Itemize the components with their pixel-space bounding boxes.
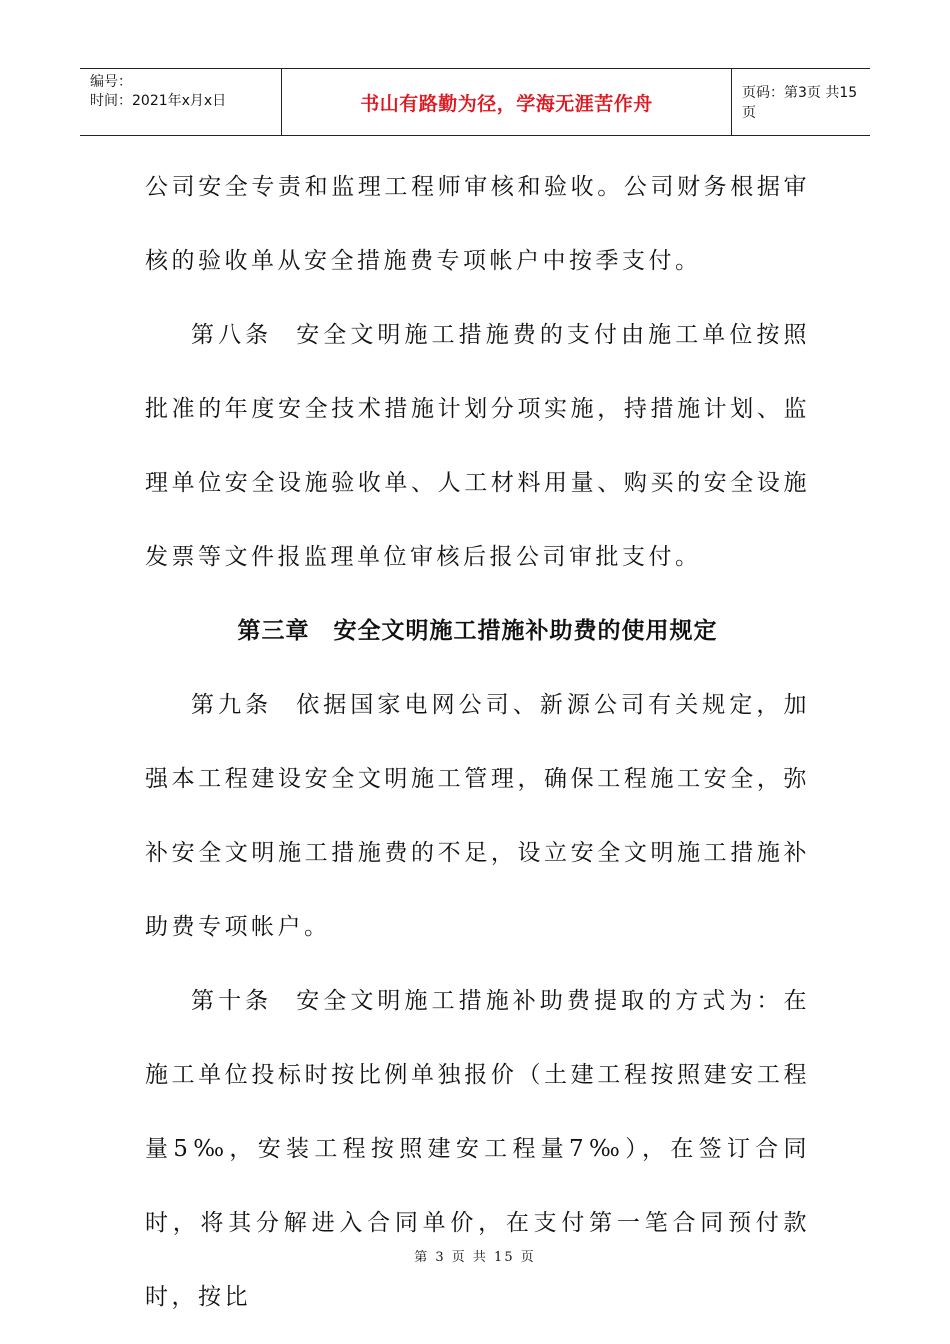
article-10-text: 安全文明施工措施补助费提取的方式为：在施工单位投标时按比例单独报价（土建工程按照建安工程量5‰，安装工程按照建安工程量7‰），在签订合同时，将其分解进入合同单价，在支付第一笔合同预付款时，按比 [145, 988, 811, 1310]
time-label: 时间：2021年x月x日 [90, 93, 227, 109]
page-footer [0, 1246, 950, 1265]
header-motto: 书山有路勤为径，学海无涯苦作舟 [360, 92, 653, 115]
paragraph-continued: 公司安全专责和监理工程师审核和验收。公司财务根据审核的验收单从安全措施费专项帐户中按季支付。 [145, 174, 810, 274]
header-motto-cell [282, 69, 732, 135]
article-10 [145, 964, 810, 1334]
article-9-text: 依据国家电网公司、新源公司有关规定，加强本工程建设安全文明施工管理，确保工程施工安全，弥补安全文明施工措施费的不足，设立安全文明施工措施补助费专项帐户。 [145, 692, 811, 940]
number-label: 编号： [90, 74, 132, 90]
footer-page-number: 第 3 页 共 15 页 [414, 1250, 536, 1265]
article-10-title: 第十条 [191, 988, 273, 1014]
article-8 [145, 298, 810, 594]
header-meta [80, 69, 282, 135]
page-header [80, 68, 870, 136]
header-page-info [732, 69, 870, 135]
article-9-title: 第九条 [191, 692, 273, 718]
chapter-3-heading: 第三章 安全文明施工措施补助费的使用规定 [237, 618, 718, 644]
article-8-text: 安全文明施工措施费的支付由施工单位按照批准的年度安全技术措施计划分项实施，持措施计划、监理单位安全设施验收单、人工材料用量、购买的安全设施发票等文件报监理单位审核后报公司审批支付。 [145, 322, 811, 570]
article-8-title: 第八条 [191, 322, 273, 348]
article-9 [145, 668, 810, 964]
header-page-label: 页码：第3页 共15页 [742, 85, 858, 121]
document-body [145, 150, 810, 1334]
